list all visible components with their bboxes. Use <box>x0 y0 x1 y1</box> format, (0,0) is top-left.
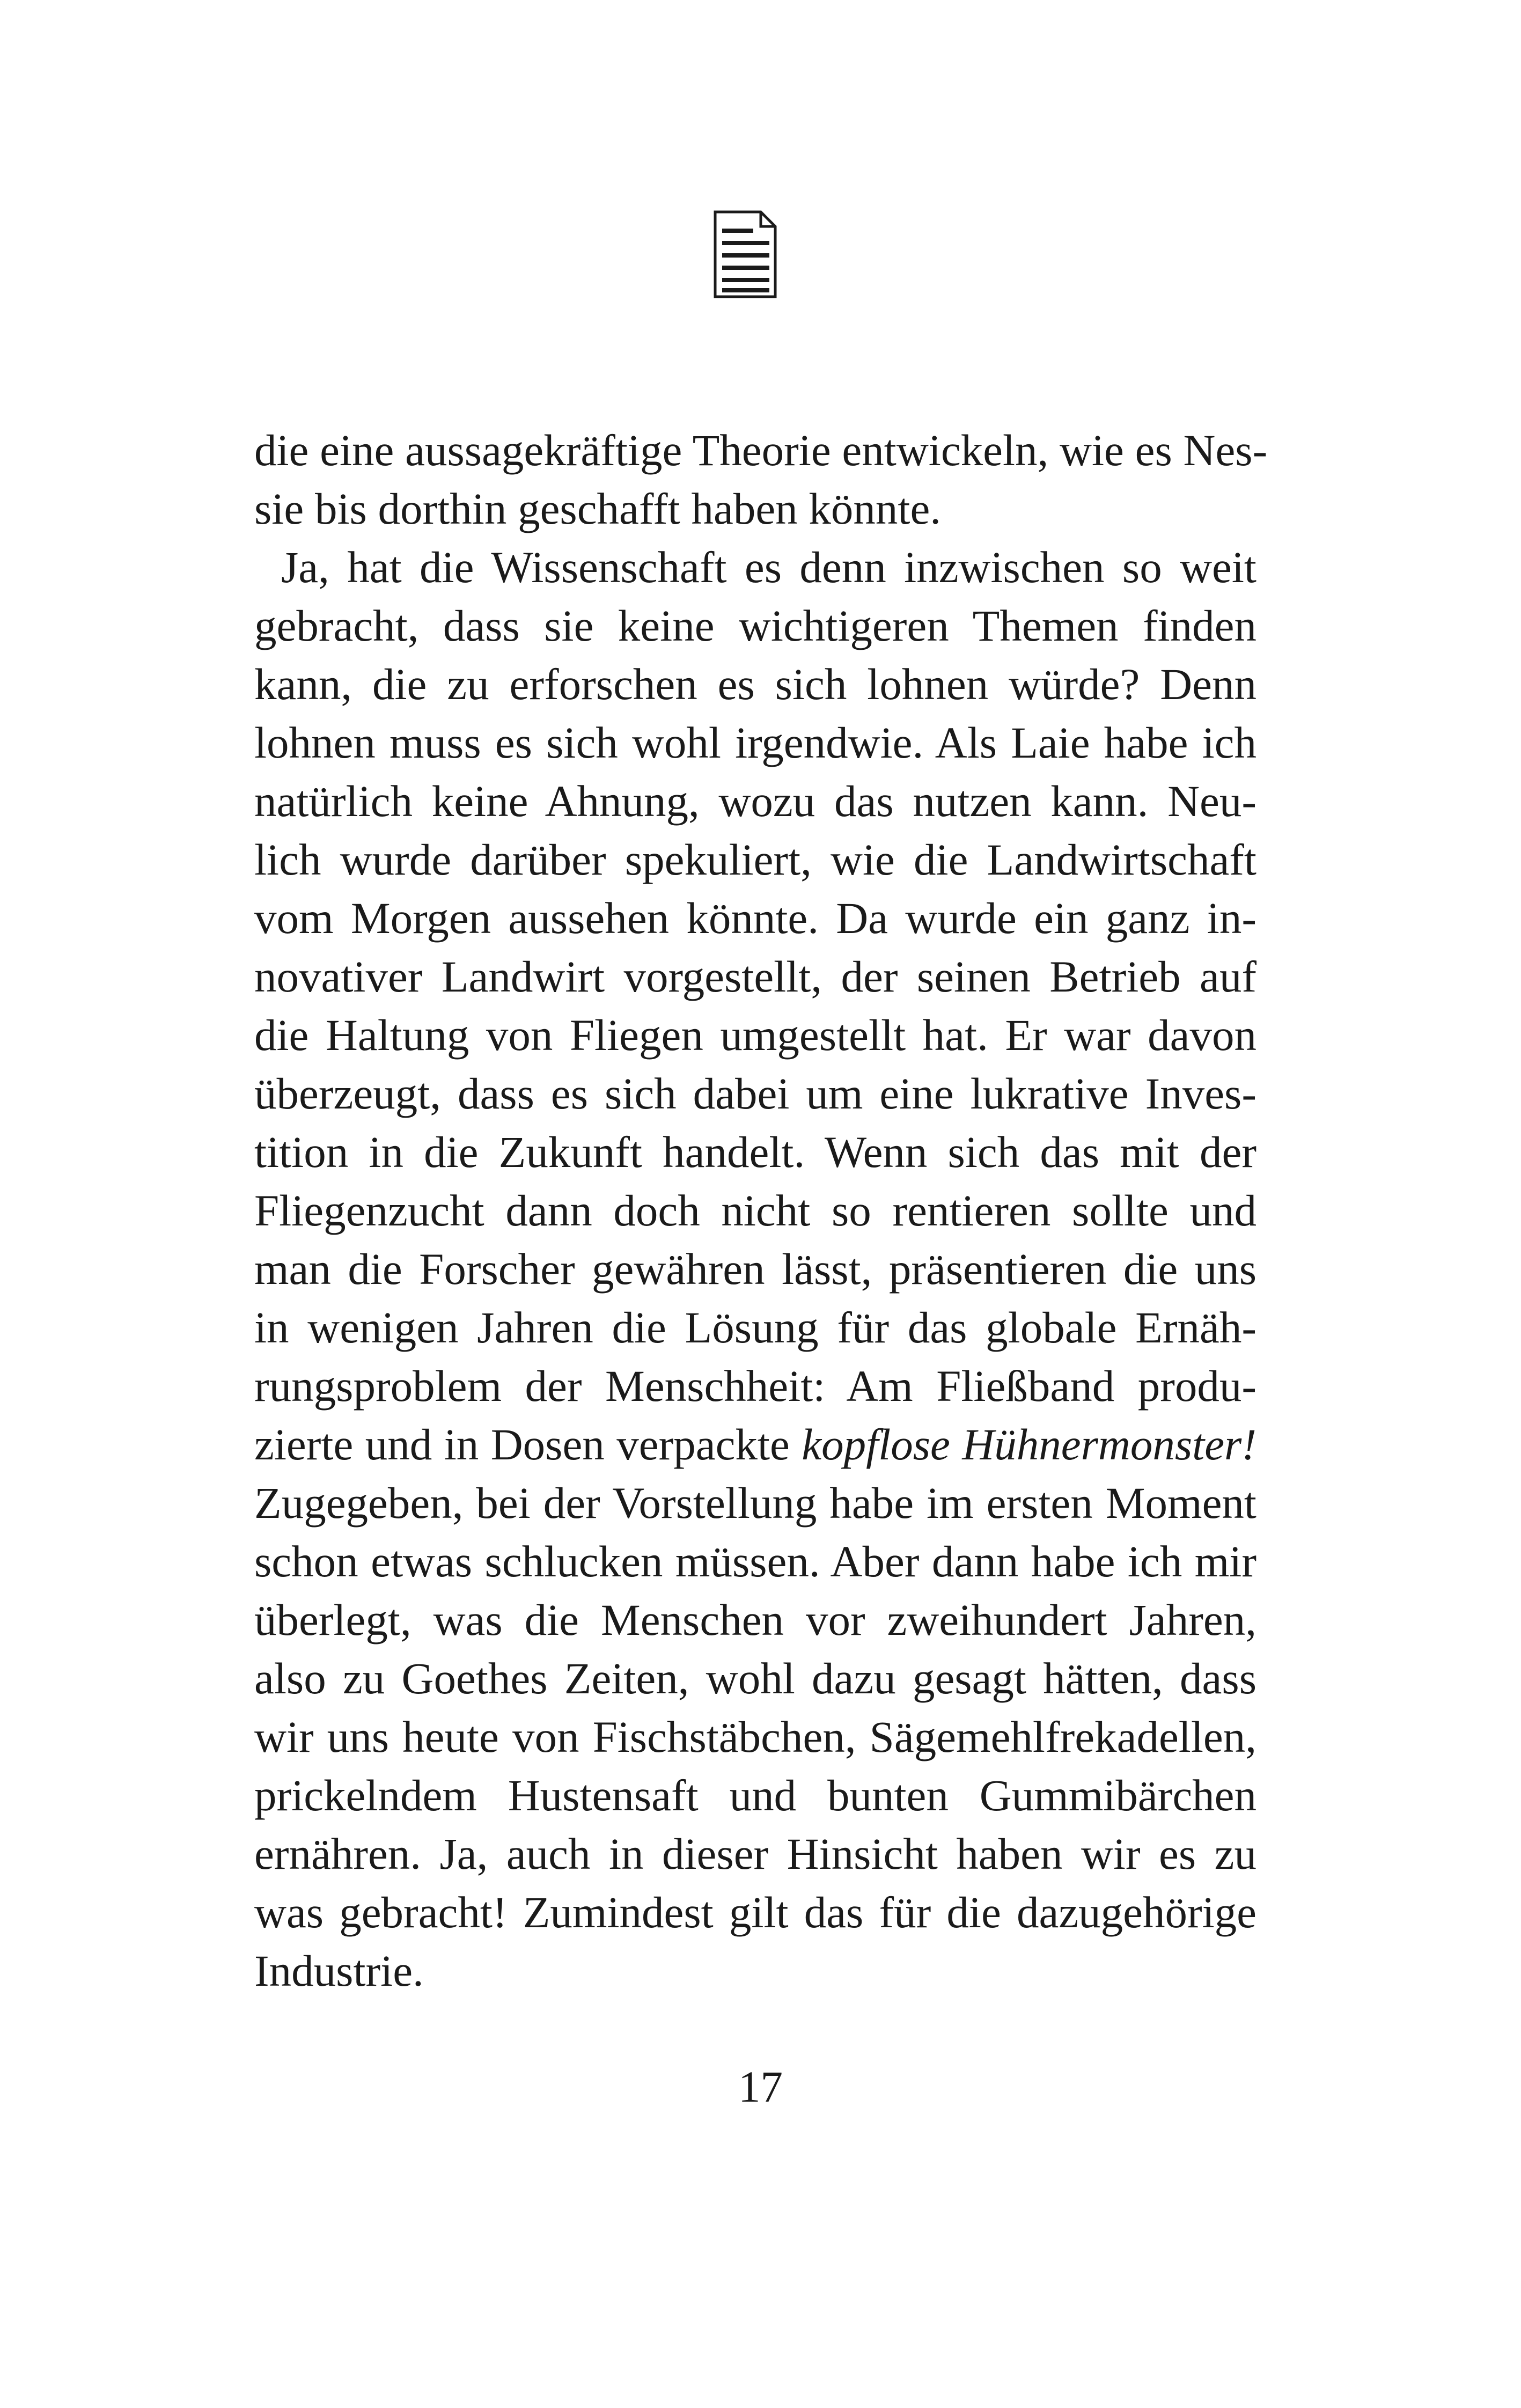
text-line <box>254 1415 1257 1474</box>
text-line: schon etwas schlucken müssen. Aber dann habe ich mir <box>254 1537 1257 1586</box>
text-line: wir uns heute von Fischstäbchen, Sägemehlfrekadellen, <box>254 1712 1257 1761</box>
text-line: überlegt, was die Menschen vor zweihundert Jahren, <box>254 1595 1257 1645</box>
text-line: überzeugt, dass es sich dabei um eine lukrative Inves- <box>254 1069 1257 1118</box>
text-line: Zugegeben, bei der Vorstellung habe im ersten Moment <box>254 1478 1257 1528</box>
text-line: lich wurde darüber spekuliert, wie die Landwirtschaft <box>254 835 1257 884</box>
page-number: 17 <box>738 2062 783 2111</box>
text-line: Fliegenzucht dann doch nicht so rentieren sollte und <box>254 1186 1257 1235</box>
text-line: novativer Landwirt vorgestellt, der seinen Betrieb auf <box>254 952 1257 1001</box>
text-line: man die Forscher gewähren lässt, präsentieren die uns <box>254 1244 1257 1294</box>
body-text <box>254 421 1268 2000</box>
text-line: prickelndem Hustensaft und bunten Gummibärchen <box>254 1771 1257 1820</box>
text-line: tition in die Zukunft handelt. Wenn sich das mit der <box>254 1127 1257 1177</box>
text-segment: zierte und in Dosen verpackte <box>254 1420 802 1469</box>
document-icon <box>714 210 777 298</box>
text-line: die eine aussagekräftige Theorie entwickeln, wie es Nes- <box>254 425 1268 475</box>
text-line: in wenigen Jahren die Lösung für das globale Ernäh- <box>254 1303 1257 1352</box>
text-line: vom Morgen aussehen könnte. Da wurde ein ganz in- <box>254 893 1257 943</box>
text-line: Ja, hat die Wissenschaft es denn inzwischen so weit <box>281 542 1257 592</box>
text-line: Industrie. <box>254 1946 424 1995</box>
emphasized-text: kopflose Hühnermonster! <box>802 1420 1257 1469</box>
text-line: sie bis dorthin geschafft haben könnte. <box>254 484 942 533</box>
text-line: gebracht, dass sie keine wichtigeren Themen finden <box>254 601 1257 650</box>
text-line: rungsproblem der Menschheit: Am Fließband produ- <box>254 1361 1257 1411</box>
text-line: lohnen muss es sich wohl irgendwie. Als Laie habe ich <box>254 718 1257 767</box>
text-line: die Haltung von Fliegen umgestellt hat. Er war davon <box>254 1010 1257 1060</box>
text-line: ernähren. Ja, auch in dieser Hinsicht haben wir es zu <box>254 1829 1257 1878</box>
text-line: natürlich keine Ahnung, wozu das nutzen kann. Neu- <box>254 776 1257 826</box>
text-line: was gebracht! Zumindest gilt das für die dazugehörige <box>254 1888 1257 1937</box>
text-line: also zu Goethes Zeiten, wohl dazu gesagt hätten, dass <box>254 1654 1257 1703</box>
text-line: kann, die zu erforschen es sich lohnen würde? Denn <box>254 659 1257 709</box>
